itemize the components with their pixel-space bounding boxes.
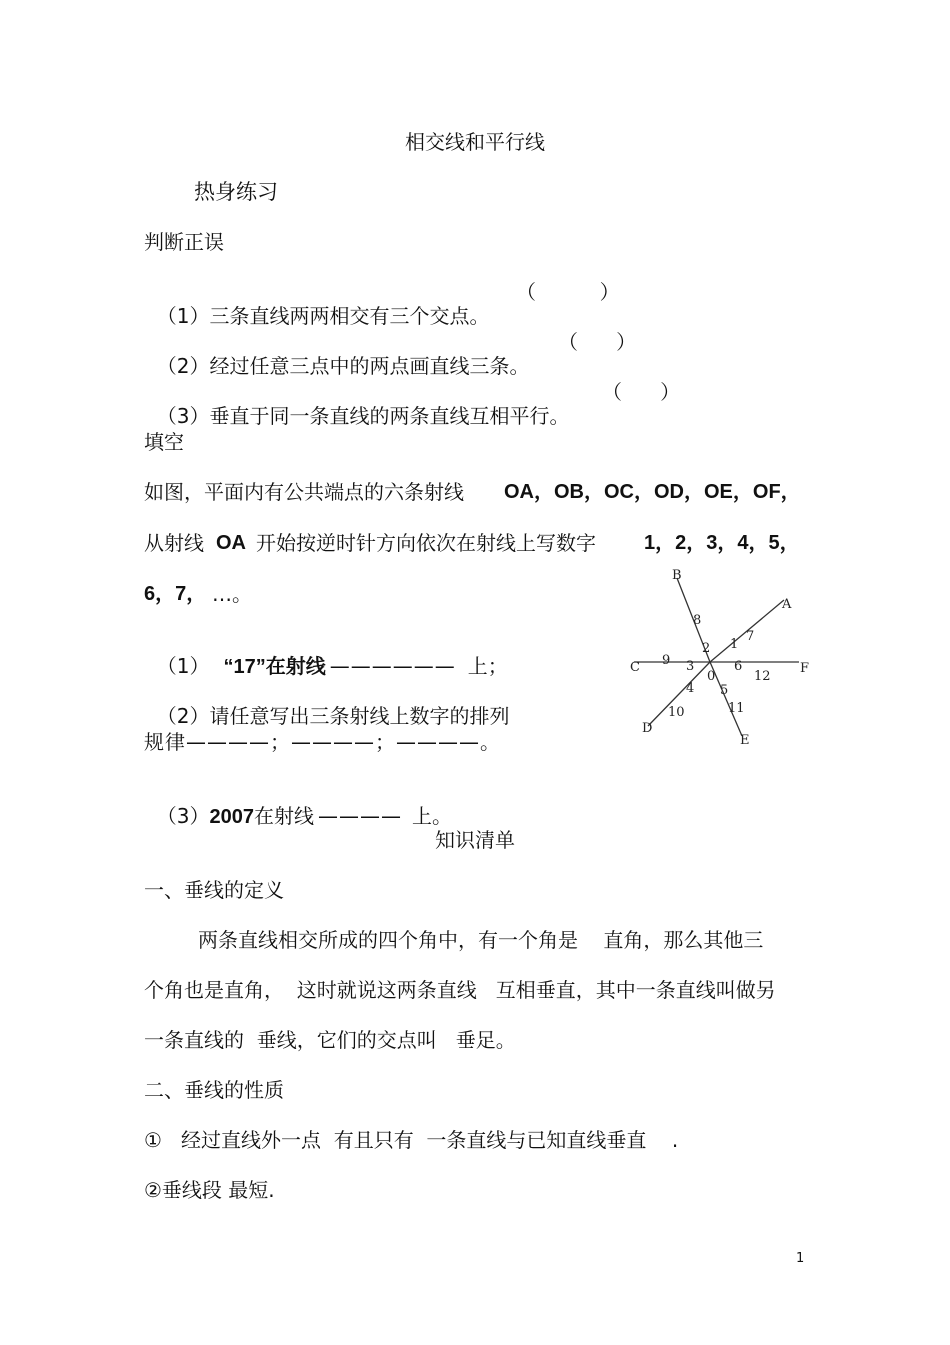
judge-item-2 bbox=[144, 330, 529, 378]
judge-item-3 bbox=[144, 380, 569, 428]
fill-numbers-2: 6，7， bbox=[144, 583, 207, 605]
num-1: 1 bbox=[730, 637, 739, 652]
num-2: 2 bbox=[702, 641, 711, 656]
warmup-heading: 热身练习 bbox=[194, 180, 278, 204]
label-e: E bbox=[740, 733, 750, 748]
fill-ray-oa: OA bbox=[216, 532, 246, 554]
label-f: F bbox=[800, 661, 810, 676]
judge-heading: 判断正误 bbox=[144, 230, 224, 254]
fill-line-1: 如图，平面内有公共端点的六条射线 bbox=[144, 480, 464, 504]
fill-numbers-1: 1，2，3，4，5， bbox=[644, 532, 800, 554]
judge-item-2-text: 经过任意三点中的两点画直线三条。 bbox=[209, 354, 530, 378]
label-d: D bbox=[642, 721, 653, 736]
judge-item-3-num: （3） bbox=[156, 404, 210, 428]
fill-q1-tail: 上； bbox=[467, 654, 508, 678]
fill-q1-blank[interactable]: —————— bbox=[329, 654, 456, 678]
section-2-item-1: ① 经过直线外一点 有且只有 一条直线与已知直线垂直 . bbox=[144, 1128, 679, 1152]
judge-item-1 bbox=[144, 280, 489, 328]
fill-q2-blanks[interactable]: 规律————；————；————。 bbox=[144, 730, 501, 754]
fill-line-2a: 从射线 bbox=[144, 531, 204, 555]
fill-q2-num: （2） bbox=[156, 704, 210, 728]
fill-q1 bbox=[144, 630, 508, 679]
section-1-line-2: 个角也是直角， 这时就说这两条直线 互相垂直，其中一条直线叫做另 bbox=[144, 978, 776, 1002]
section-1-title: 一、垂线的定义 bbox=[144, 878, 284, 902]
label-a: A bbox=[782, 597, 792, 612]
num-12: 12 bbox=[754, 669, 771, 684]
section-2-title: 二、垂线的性质 bbox=[144, 1078, 284, 1102]
section-1-line-3: 一条直线的 垂线，它们的交点叫 垂足。 bbox=[144, 1028, 516, 1052]
fill-q1-text: “17”在射线 bbox=[223, 656, 326, 678]
page-number: 1 bbox=[796, 1251, 805, 1266]
num-4: 4 bbox=[686, 681, 695, 696]
judge-item-1-answer[interactable]: （ ） bbox=[516, 280, 620, 304]
num-10: 10 bbox=[668, 705, 685, 720]
num-8: 8 bbox=[693, 613, 702, 628]
section-1-line-1: 两条直线相交所成的四个角中，有一个角是 直角，那么其他三 bbox=[198, 928, 764, 952]
fill-rays-list: OA，OB，OC，OD，OE，OF， bbox=[504, 481, 801, 503]
page-title: 相交线和平行线 bbox=[405, 130, 545, 154]
judge-item-3-answer[interactable]: （ ） bbox=[602, 380, 681, 404]
fill-q2-text: 请任意写出三条射线上数字的排列 bbox=[209, 704, 510, 728]
fill-q3-num: （3） bbox=[156, 804, 210, 828]
label-c: C bbox=[630, 660, 640, 675]
fill-q3-tail: 上。 bbox=[411, 804, 452, 828]
fill-ellipsis: …。 bbox=[212, 582, 252, 606]
judge-item-1-text: 三条直线两两相交有三个交点。 bbox=[209, 304, 490, 328]
label-b: B bbox=[672, 568, 682, 583]
num-11: 11 bbox=[728, 701, 745, 716]
fill-q3-blank[interactable]: ———— bbox=[317, 804, 402, 828]
num-3: 3 bbox=[686, 659, 695, 674]
fill-q3-text: 在射线 bbox=[253, 804, 314, 828]
fill-line-2b: 开始按逆时针方向依次在射线上写数字 bbox=[256, 531, 596, 555]
label-o: 0 bbox=[707, 669, 716, 684]
num-7: 7 bbox=[746, 629, 755, 644]
num-9: 9 bbox=[662, 653, 671, 668]
fill-q2 bbox=[144, 680, 509, 728]
knowledge-heading: 知识清单 bbox=[435, 828, 515, 852]
judge-item-3-text: 垂直于同一条直线的两条直线互相平行。 bbox=[209, 404, 570, 428]
section-2-item-2: ②垂线段 最短. bbox=[144, 1178, 275, 1202]
num-5: 5 bbox=[720, 683, 729, 698]
fill-q3-year: 2007 bbox=[209, 806, 254, 828]
fill-q3 bbox=[144, 780, 452, 829]
rays-figure bbox=[622, 564, 818, 754]
judge-item-2-num: （2） bbox=[156, 354, 210, 378]
judge-item-1-num: （1） bbox=[156, 304, 210, 328]
fill-q1-num: （1） bbox=[156, 654, 210, 678]
judge-item-2-answer[interactable]: （ ） bbox=[558, 330, 637, 354]
fill-heading: 填空 bbox=[144, 430, 184, 454]
num-6: 6 bbox=[734, 659, 743, 674]
